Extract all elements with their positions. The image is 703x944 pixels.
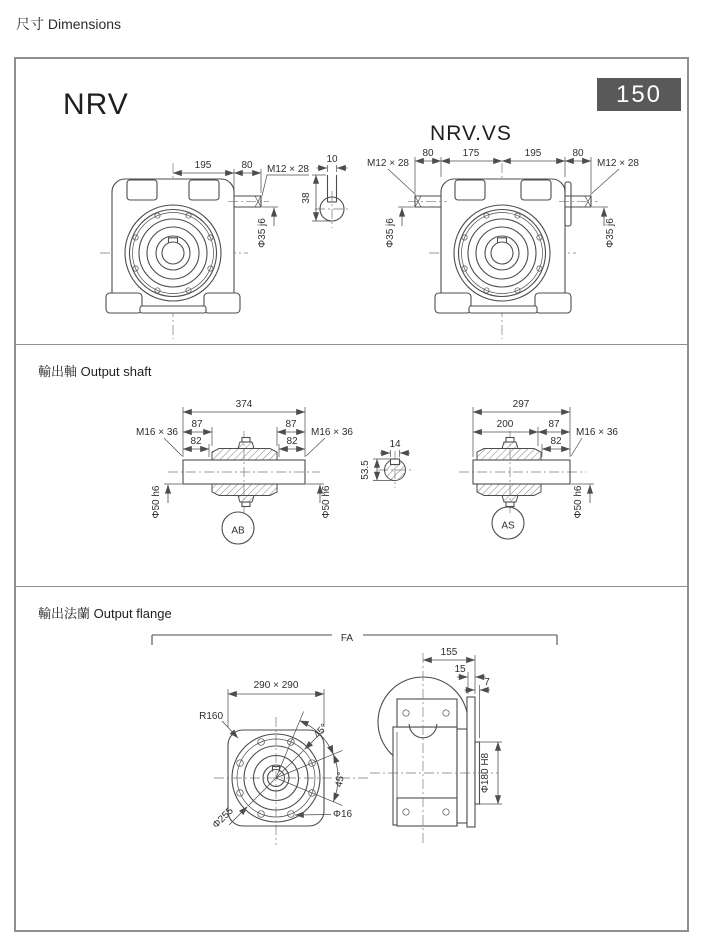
- thread-label-right: M16 × 36: [311, 427, 353, 438]
- angle-label-1: 45°: [312, 722, 331, 741]
- section-header-output-flange: 輸出法蘭 Output flange: [38, 606, 172, 621]
- key-cross-section: [360, 439, 412, 488]
- series-title: NRV: [63, 88, 129, 121]
- dim-label-82-left: 82: [190, 436, 202, 447]
- drawing-frame: [14, 57, 689, 932]
- output-shaft-drawing: [16, 345, 687, 586]
- thread-label: M16 × 36: [576, 427, 618, 438]
- dim-label-82-right: 82: [286, 436, 298, 447]
- variant-label-ab: AB: [231, 525, 245, 537]
- dim-label-200: 200: [496, 419, 514, 430]
- angle-label-2: 45°: [333, 771, 348, 788]
- dim-label-175: 175: [462, 148, 480, 159]
- key-width-label: 14: [389, 439, 401, 450]
- as-shaft-view: [459, 399, 618, 539]
- dim-label-155: 155: [440, 647, 458, 658]
- shaft-dia-label-right: Φ35 j6: [605, 218, 616, 248]
- dim-label-374: 374: [235, 399, 253, 410]
- output-flange-drawing: [16, 587, 687, 930]
- key-height-label: 53.5: [360, 460, 371, 480]
- ab-shaft-view: [136, 399, 353, 544]
- dim-label-7: 7: [484, 677, 490, 688]
- size-badge: 150: [597, 78, 681, 111]
- shaft-dia-label: Φ50 h6: [573, 485, 584, 519]
- bolt-circle-label: Φ255: [210, 805, 236, 831]
- square-size-label: 290 × 290: [253, 680, 299, 691]
- nrv-front-view: [100, 160, 309, 339]
- dim-label-87-right: 87: [285, 419, 297, 430]
- fa-label: FA: [340, 633, 354, 644]
- dim-label-87-left: 87: [191, 419, 203, 430]
- flange-front-view: [199, 680, 368, 845]
- fa-bracket: [152, 633, 557, 645]
- spigot-bore-label: Φ180 H8: [480, 752, 491, 794]
- shaft-dia-label: Φ35 j6: [257, 218, 268, 248]
- dim-label-82: 82: [550, 436, 562, 447]
- gearbox-views-drawing: [16, 59, 687, 344]
- key-width-label: 10: [326, 154, 338, 165]
- dim-label-195: 195: [524, 148, 542, 159]
- dim-label-80-left: 80: [422, 148, 434, 159]
- section-header-output-shaft: 輸出軸 Output shaft: [38, 364, 152, 379]
- thread-label-left: M16 × 36: [136, 427, 178, 438]
- shaft-dia-label-left: Φ50 h6: [151, 485, 162, 519]
- panel-output-flange: [16, 586, 687, 930]
- panel-gearbox-views: [16, 59, 687, 344]
- panel-output-shaft: [16, 344, 687, 586]
- vs-series-title: NRV.VS: [430, 122, 512, 145]
- thread-label: M12 × 28: [267, 164, 309, 175]
- variant-label-as: AS: [501, 520, 515, 532]
- shaft-dia-label-left: Φ35 j6: [385, 218, 396, 248]
- dim-label-297: 297: [512, 399, 530, 410]
- nrvvs-front-view: [367, 148, 639, 339]
- thread-label-left: M12 × 28: [367, 158, 409, 169]
- dim-label-80-right: 80: [572, 148, 584, 159]
- page-title: 尺寸 Dimensions: [16, 16, 122, 32]
- flange-side-view: [370, 647, 502, 843]
- shaft-dia-label-right: Φ50 h6: [321, 485, 332, 519]
- key-height-label: 38: [301, 192, 312, 204]
- dim-label-15: 15: [454, 664, 466, 675]
- bolt-hole-label: Φ16: [333, 809, 353, 820]
- dim-label-195: 195: [194, 160, 212, 171]
- thread-label-right: M12 × 28: [597, 158, 639, 169]
- dim-label-80: 80: [241, 160, 253, 171]
- corner-radius-label: R160: [199, 711, 223, 722]
- dim-label-87: 87: [548, 419, 560, 430]
